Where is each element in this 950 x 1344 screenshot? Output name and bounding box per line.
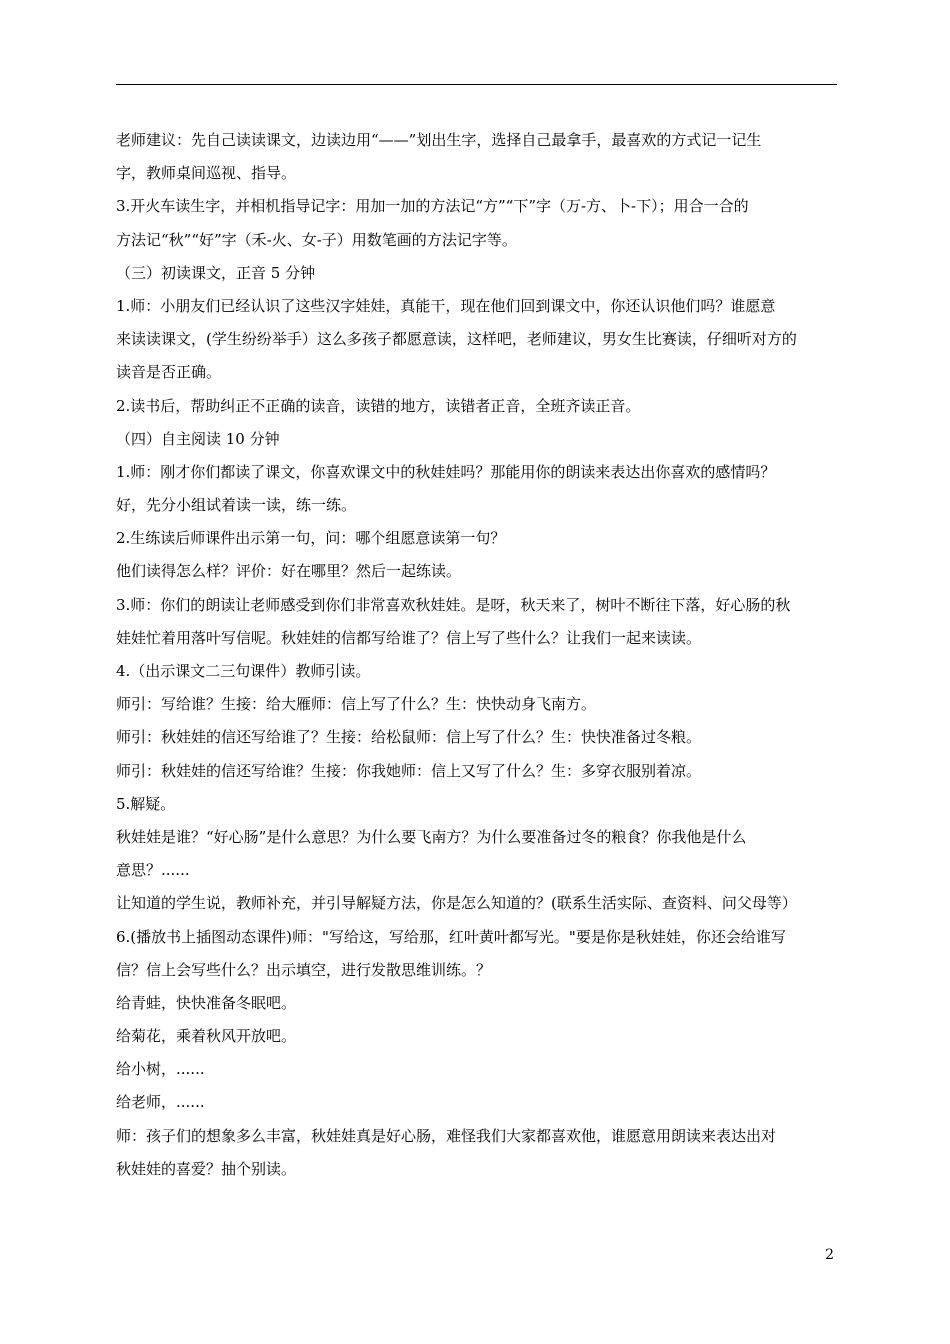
text-line: 1.师：刚才你们都读了课文，你喜欢课文中的秋娃娃吗？那能用你的朗读来表达出你喜欢的感情吗？ — [116, 462, 776, 481]
text-line: 老师建议：先自己读读课文，边读边用“——”划出生字，选择自己最拿手，最喜欢的方式记一记生 — [116, 131, 762, 149]
text-line: 2.读书后，帮助纠正不正确的读音，读错的地方，读错者正音，全班齐读正音。 — [116, 396, 641, 415]
text-line: 秋娃娃的喜爱？抽个别读。 — [116, 1159, 297, 1178]
page-number: 2 — [825, 1247, 834, 1263]
text-line: 娃娃忙着用落叶写信呢。秋娃娃的信都写给谁了？信上写了些什么？让我们一起来读读。 — [116, 628, 702, 647]
text-line: 4.（出示课文二三句课件）教师引读。 — [116, 662, 371, 680]
text-line: 给青蛙，快快准备冬眠吧。 — [116, 993, 297, 1012]
text-line: 方法记“秋”“好”字（禾-火、女-子）用数笔画的方法记字等。 — [116, 230, 517, 249]
text-line: 读音是否正确。 — [116, 363, 222, 382]
document-body — [116, 124, 838, 1186]
text-line: 秋娃娃是谁？“好心肠”是什么意思？为什么要飞南方？为什么要准备过冬的粮食？你我他是什么 — [116, 827, 747, 846]
text-line: 让知道的学生说，教师补充，并引导解疑方法，你是怎么知道的？(联系生活实际、查资料、问父母等） — [116, 894, 797, 913]
text-line: 6.(播放书上插图动态课件)师："写给这，写给那，红叶黄叶都写光。"要是你是秋娃娃，你还会给谁写 — [116, 927, 786, 946]
text-line: 师引：秋娃娃的信还写给谁了？生接：给松鼠师：信上写了什么？生：快快准备过冬粮。 — [116, 728, 702, 747]
text-line: 字，教师桌间巡视、指导。 — [116, 164, 297, 183]
text-line: 来读读课文，(学生纷纷举手）这么多孩子都愿意读，这样吧，老师建议，男女生比赛读，仔细听对方的 — [116, 330, 797, 349]
text-line: 给老师，...... — [116, 1093, 205, 1112]
text-line: 信？信上会写些什么？出示填空，进行发散思维训练。？ — [116, 960, 492, 979]
text-line: 2.生练读后师课件出示第一句，问：哪个组愿意读第一句？ — [116, 529, 506, 548]
text-line: 意思？...... — [116, 861, 190, 880]
text-line: 师引：写给谁？生接：给大雁师：信上写了什么？生：快快动身飞南方。 — [116, 695, 597, 714]
text-line: 3.师：你们的朗读让老师感受到你们非常喜欢秋娃娃。是呀，秋天来了，树叶不断往下落，好心肠的秋 — [116, 595, 791, 614]
header-rule — [116, 84, 837, 85]
text-line: 1.师：小朋友们已经认识了这些汉字娃娃，真能干，现在他们回到课文中，你还认识他们吗？谁愿意 — [116, 296, 776, 315]
section-heading: （三）初读课文，正音 5 分钟 — [116, 263, 316, 282]
text-line: 3.开火车读生字，并相机指导记字：用加一加的方法记“方”“下”字（万-方、卜-下）；用合一合的 — [116, 197, 749, 216]
text-line: 给菊花，乘着秋风开放吧。 — [116, 1027, 297, 1046]
text-line: 5.解疑。 — [116, 794, 176, 813]
text-line: 他们读得怎么样？评价：好在哪里？然后一起练读。 — [116, 562, 462, 581]
text-line: 师：孩子们的想象多么丰富，秋娃娃真是好心肠，难怪我们大家都喜欢他，谁愿意用朗读来表达出对 — [116, 1126, 777, 1145]
section-heading: （四）自主阅读 10 分钟 — [116, 429, 280, 448]
text-line: 好，先分小组试着读一读，练一练。 — [116, 496, 357, 515]
text-line: 师引：秋娃娃的信还写给谁？生接：你我她师：信上又写了什么？生：多穿衣服别着凉。 — [116, 761, 702, 780]
text-line: 给小树，...... — [116, 1060, 205, 1079]
